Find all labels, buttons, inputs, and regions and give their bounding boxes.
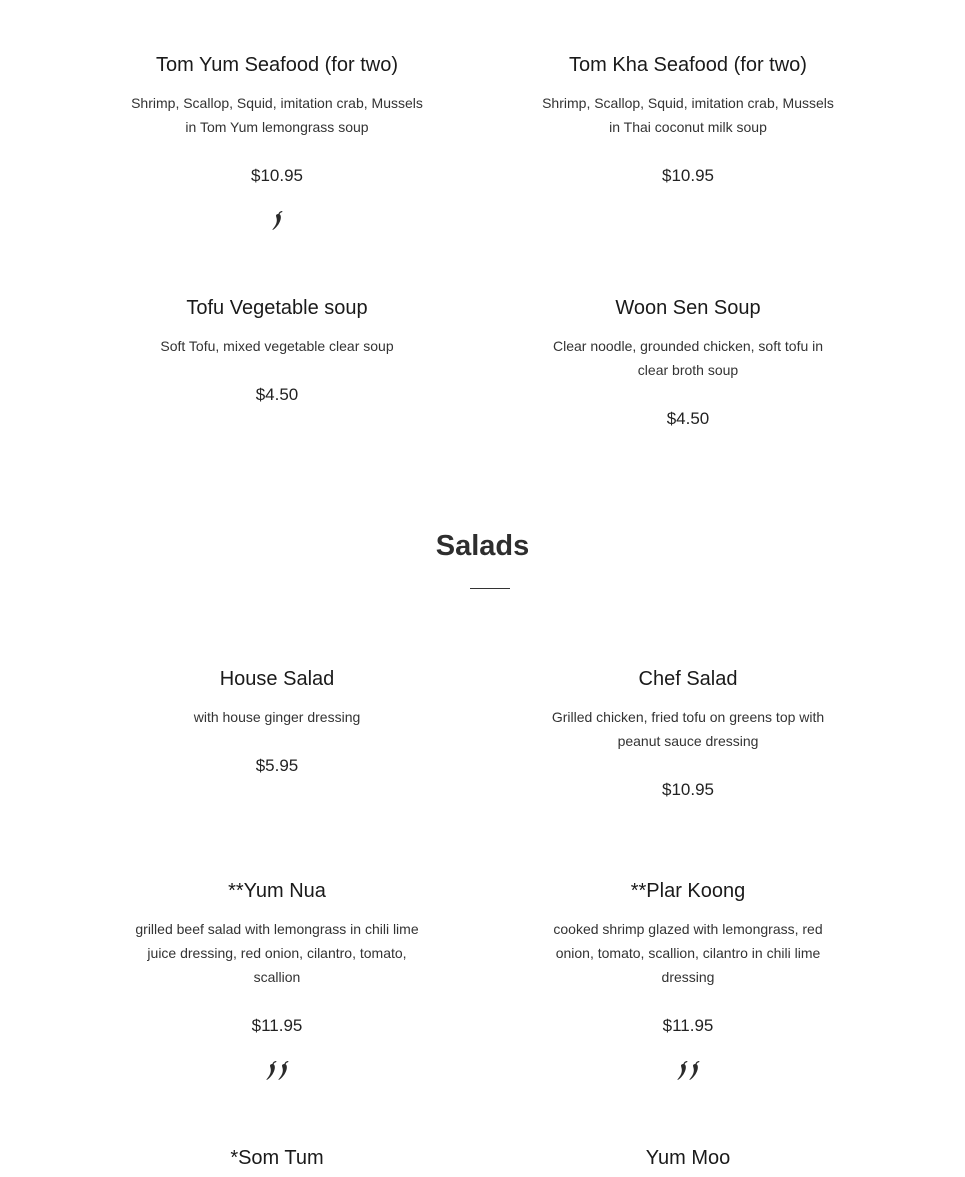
menu-item-woon-sen-soup [528, 295, 848, 430]
item-description: Shrimp, Scallop, Squid, imitation crab, Mussels in Tom Yum lemongrass soup [131, 95, 423, 135]
item-price: $10.95 [662, 166, 714, 185]
chili-pepper-icon [677, 1061, 688, 1081]
item-description: Clear noodle, grounded chicken, soft tofu in clear broth soup [552, 338, 824, 378]
menu-item-tom-yum-seafood [117, 52, 437, 233]
chili-pepper-icon [272, 211, 283, 231]
item-name: Yum Moo [645, 1147, 731, 1169]
menu-item-yum-nua [117, 878, 437, 1083]
item-price: $5.95 [255, 756, 299, 775]
section-divider [470, 588, 510, 589]
menu-item-chef-salad [528, 666, 848, 801]
item-name: *Som Tum [230, 1147, 324, 1169]
item-name: Tom Yum Seafood (for two) [156, 54, 398, 76]
chili-pepper-icon [278, 1061, 289, 1081]
spice-indicator [117, 211, 437, 233]
item-name: House Salad [219, 668, 335, 690]
item-description: with house ginger dressing [193, 709, 361, 725]
item-price: $11.95 [662, 1016, 714, 1035]
menu-item-tom-kha-seafood [528, 52, 848, 187]
spice-indicator [528, 1061, 848, 1083]
item-description: grilled beef salad with lemongrass in chili lime juice dressing, red onion, cilantro, tomato, scallion [135, 921, 419, 985]
item-name: Tom Kha Seafood (for two) [569, 54, 807, 76]
menu-item-plar-koong [528, 878, 848, 1083]
item-price: $4.50 [255, 385, 299, 404]
item-name: **Yum Nua [228, 880, 326, 902]
item-name: **Plar Koong [630, 880, 746, 902]
section-title-salads: Salads [435, 530, 530, 562]
item-description: Soft Tofu, mixed vegetable clear soup [160, 338, 394, 354]
item-description: Grilled chicken, fried tofu on greens top with peanut sauce dressing [551, 709, 825, 749]
item-price: $10.95 [251, 166, 303, 185]
menu-item-tofu-vegetable-soup [117, 295, 437, 406]
menu-item-yum-moo [528, 1145, 848, 1171]
item-name: Chef Salad [638, 668, 738, 690]
item-name: Tofu Vegetable soup [186, 297, 368, 319]
chili-pepper-icon [266, 1061, 277, 1081]
item-name: Woon Sen Soup [615, 297, 761, 319]
item-description: Shrimp, Scallop, Squid, imitation crab, Mussels in Thai coconut milk soup [542, 95, 834, 135]
item-description: cooked shrimp glazed with lemongrass, red onion, tomato, scallion, cilantro in chili lime dressing [553, 921, 823, 985]
item-price: $11.95 [251, 1016, 303, 1035]
menu-item-som-tum [117, 1145, 437, 1171]
item-price: $10.95 [662, 780, 714, 799]
menu-item-house-salad [117, 666, 437, 777]
spice-indicator [117, 1061, 437, 1083]
chili-pepper-icon [689, 1061, 700, 1081]
item-price: $4.50 [666, 409, 710, 428]
